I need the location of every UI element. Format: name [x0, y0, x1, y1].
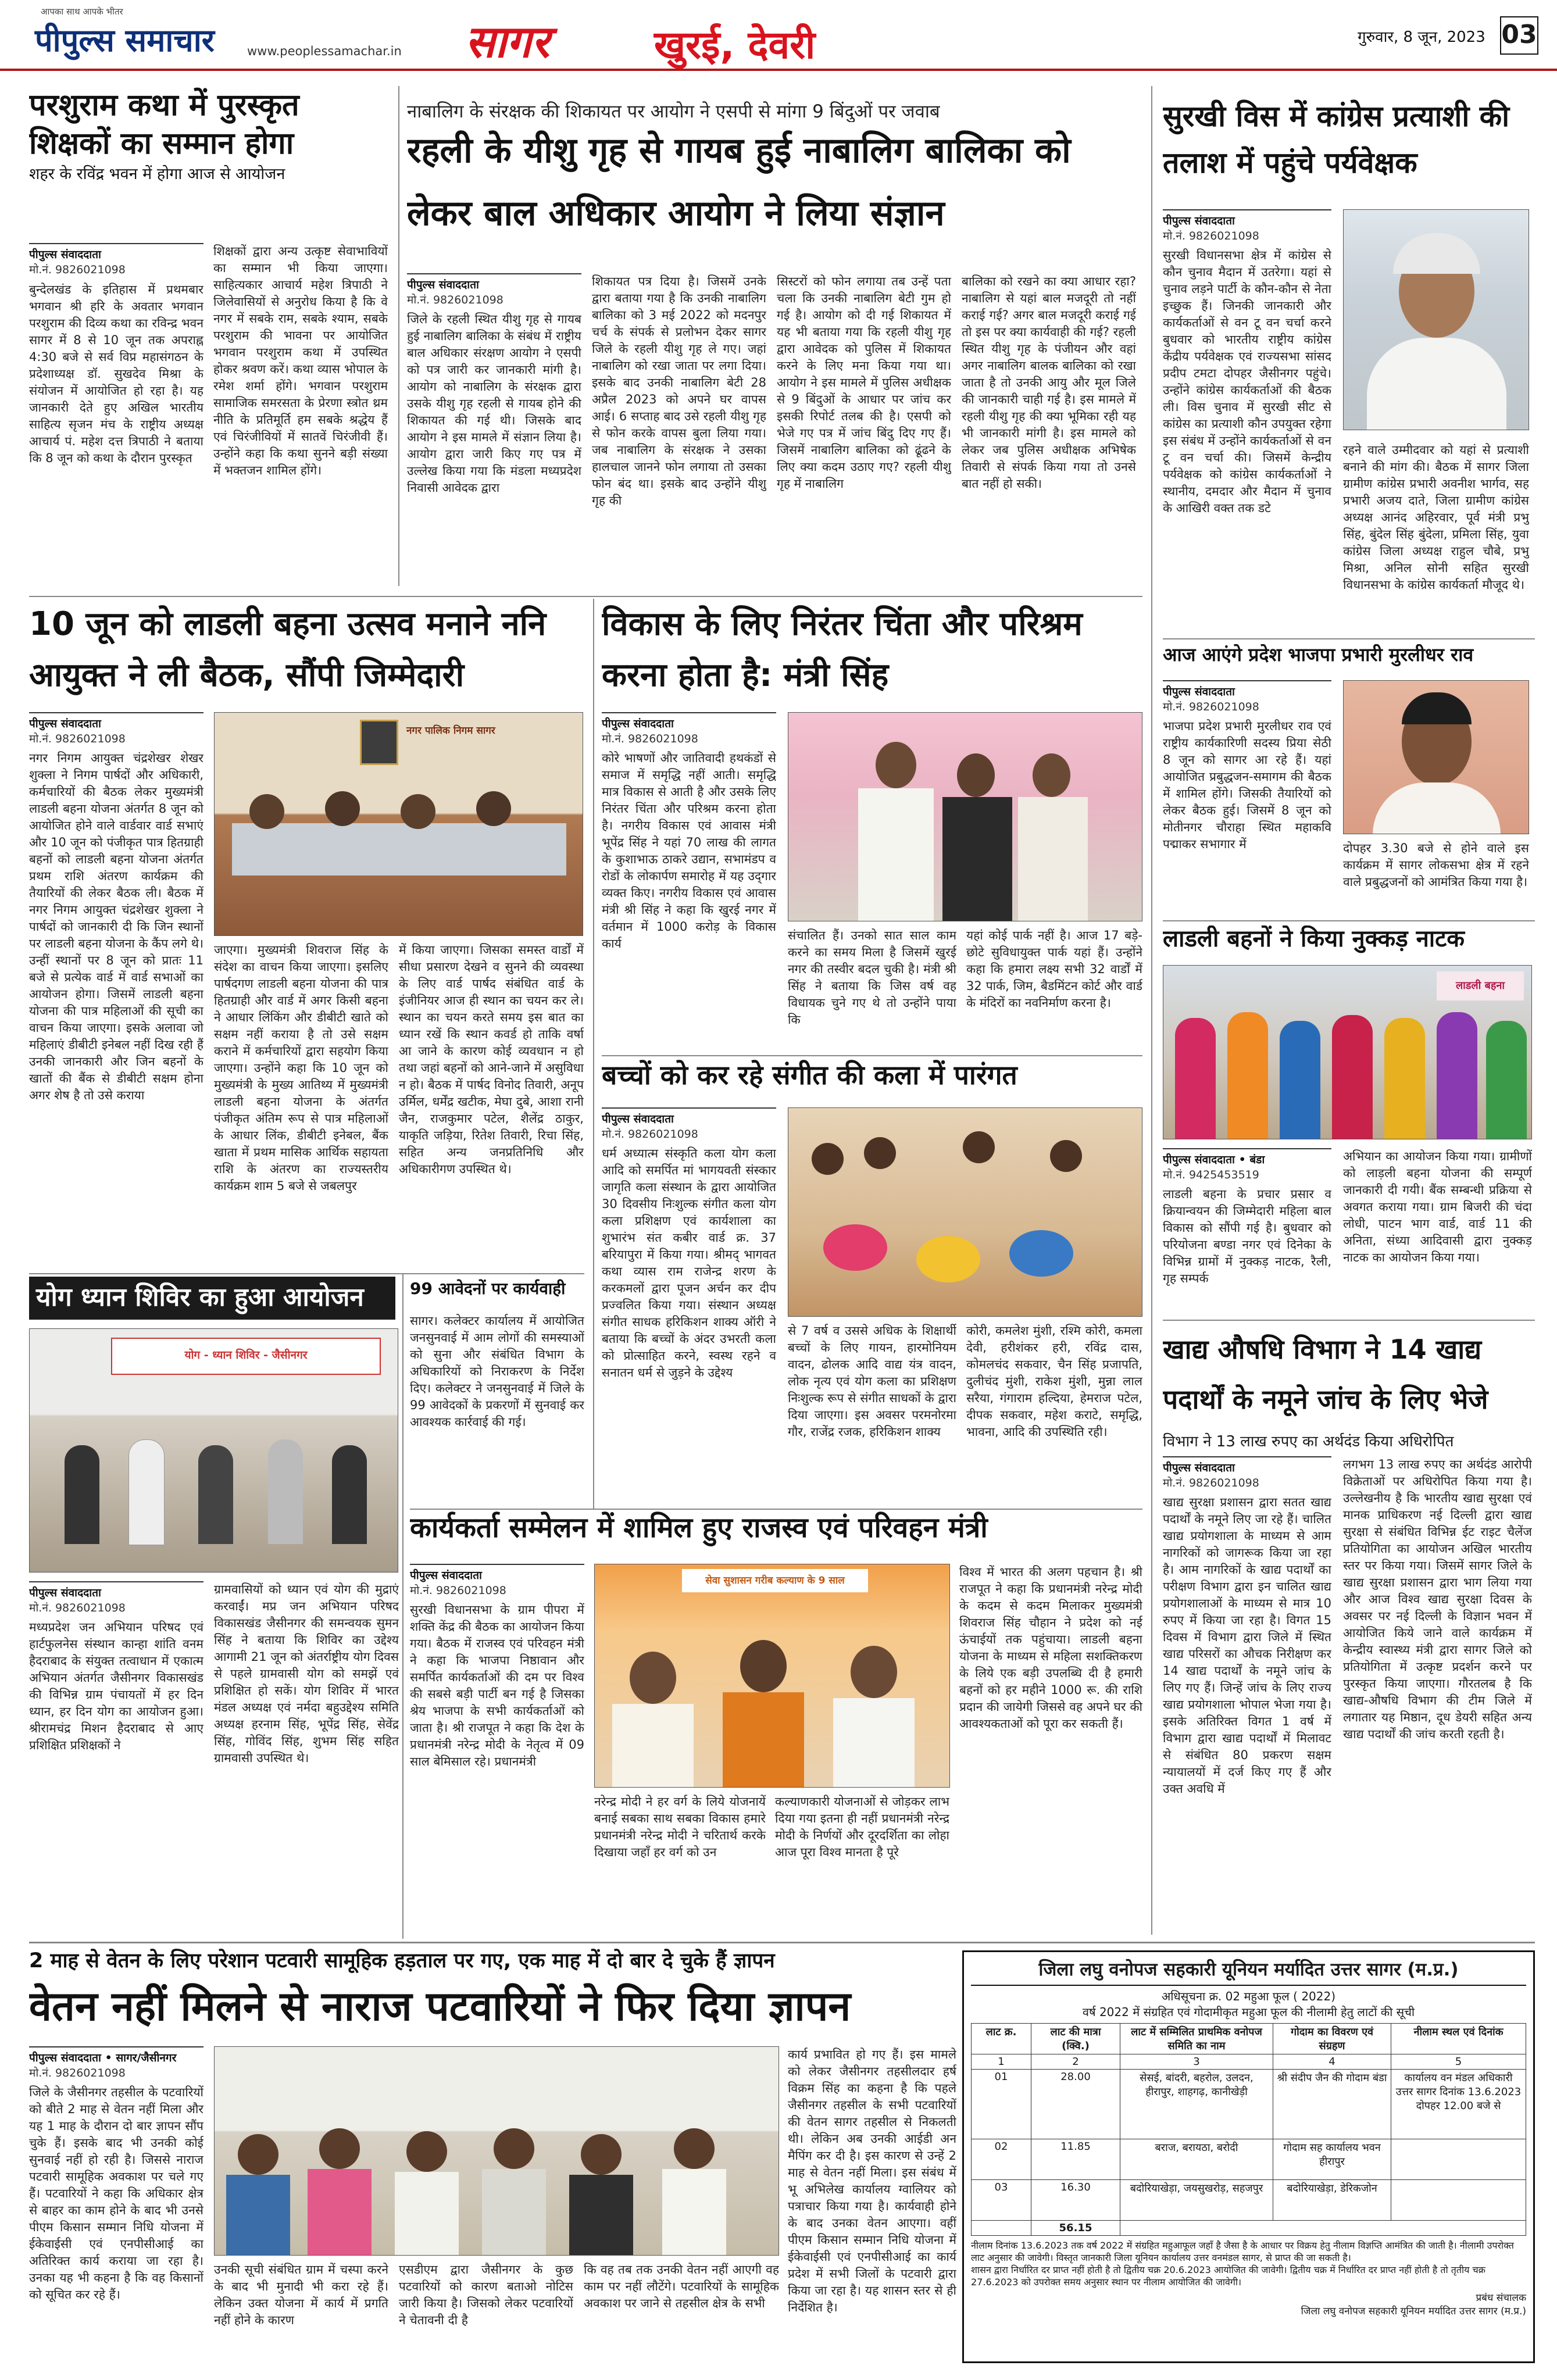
col-number: 5 [1391, 2054, 1526, 2070]
headline: 10 जून को लाडली बहना उत्सव मनाने ननि आयुक्त ने ली बैठक, सौंपी जिम्मेदारी [29, 605, 547, 694]
article-text: बालिका को रखने का क्या आधार रहा? नाबालिग से यहां बाल मजदूरी तो नहीं कराई गई? अगर बाल मजदूरी कराई गई तो इस पर क्या कार्यवाही की गई? रहली स्थित यीशु गृह के पंजीयन और वहां अगर नाबालिग बालक बालिका को रखा जाता है तो उनकी आयु और मूल जिले की जानकारी चाही गई है। इस मामले में रहली यीशु गृह की क्या भूमिका रही यह भी जानकारी मांगी है। इस मामले को लेकर जब पुलिस अधीक्षक अभिषेक तिवारी से संपर्क किया गया तो उनसे बात नहीं हो सकी। [962, 274, 1136, 491]
subhead: शहर के रविंद्र भवन में होगा आज से आयोजन [29, 165, 285, 183]
col-number: 4 [1273, 2054, 1391, 2070]
headline: रहली के यीशु गृह से गायब हुई नाबालिग बालिका को लेकर बाल अधिकार आयोग ने लिया संज्ञान [407, 130, 1071, 234]
byline-mobile: मो.नं. 9826021098 [29, 1602, 126, 1614]
article-text: कोरे भाषणों और जातिवादी हथकंडों से समाज में समृद्धि नहीं आती। समृद्धि मात्र विकास से आती है और उसके लिए निरंतर चिंता और परिश्रम करना होता है। नगरीय विकास एवं आवास मंत्री भूपेंद्र सिंह ने यहां 70 लाख की लागत के कुशाभाऊ ठाकरे उद्यान, सभामंडप व रोडों के लोकार्पण समारोह में यह उद्‌गार व्यक्त किए। नगरीय विकास एवं आवास मंत्री श्री सिंह ने कहा कि खुरई नगर में वर्तमान में 1000 करोड़ के विकास कार्य [602, 751, 776, 950]
table-row [972, 2070, 1526, 2139]
article-text: सुरखी विधानसभा के ग्राम पीपरा में शक्ति केंद्र की बैठक का आयोजन किया गया। बैठक में राजस्व एवं परिवहन मंत्री ने कहा कि भाजपा निष्ठावान और समर्पित कार्यकर्ताओं की दम पर विश्व की सबसे बड़ी पार्टी बन गई है जिसका श्रेय भाजपा के सभी कार्यकर्ताओं को जाता है। श्री राजपूत ने कहा कि देश के प्रधानमंत्री नरेन्द्र मोदी के नेतृत्व में 09 साल बेमिसाल रहे। प्रधानमंत्री [410, 1603, 584, 1768]
article-text: उनकी सूची संबंधित ग्राम में चस्पा करने के बाद भी मुनादी भी करा रहे हैं। लेकिन उक्त योजना में कार्य में प्रगति नहीं होने के कारण [214, 2263, 388, 2327]
byline-author: पीपुल्स संवाददाता [602, 717, 674, 730]
article-text: भाजपा प्रदेश प्रभारी मुरलीधर राव एवं राष्ट्रीय कार्यकारिणी सदस्य प्रिया सेठी 8 जून को सागर आ रहे हैं। यहां आयोजित प्रबुद्धजन-समागम की बैठक में शामिल होंगे। जिसकी तैयारियों को लेकर बैठक हुई। जिसमें 8 जून को मोतीनगर चौराहा स्थित महाकवि पद्माकर सभागार में [1163, 719, 1331, 851]
auction-header-row [972, 2024, 1526, 2054]
article-text: से 7 वर्ष व उससे अधिक के शिक्षार्थी बच्चों के लिए गायन, हारमोनियम वादन, ढोलक आदि वाद्य यंत्र वादन, लोक नृत्य एवं योग कला का प्रशिक्षण निःशुल्क रूप से संगीत साधकों के द्वारा दिया जाएगा। इस अवसर परमनोरमा गौर, राजेंद्र रजक, हरिकिशन शाक्य [788, 1324, 956, 1439]
article-text: धर्म अध्यात्म संस्कृति कला योग कला आदि को समर्पित मां भागयवती संस्कार जागृति कला संस्थान के द्वारा आयोजित 30 दिवसीय निःशुल्क संगीत कला योग कला प्रशिक्षण एवं कार्यशाला का शुभारंभ संत कबीर वार्ड क्र. 37 बरियापुरा में किया गया। श्रीमद् भागवत कथा व्यास राम राजेन्द्र शरण के करकमलों द्वारा पूजन अर्चन कर दीप प्रज्वलित किया गया। संस्थान अध्यक्ष संगीत साधक हरिकिशन शाक्य ऑरी ने बताया कि बच्चों के अंदर उभरती कला को प्रोत्साहित करने, स्वस्थ रहने व सनातन धर्म से जुड़ने के उद्देश्य [602, 1146, 776, 1380]
article-text: में किया जाएगा। जिसका समस्त वार्डों में सीधा प्रसारण देखने व सुनने की व्यवस्था के लिए वार्ड पार्षद संबंधित वार्ड के इंजीनियर आज ही स्थान का चयन कर ले। स्थान का चयन करते समय इस बात का ध्यान रखें कि स्थान कवर्ड हो ताकि वर्षा आ जाने के कारण कोई व्यवधान न हो तथा जहां बहनों को आने-जाने में असुविधा न हो। बैठक में पार्षद विनोद तिवारी, अनूप उर्मिल, धर्मेंद्र खटीक, मेघा दुबे, आशा रानी जैन, राजकुमार पटेल, शैलेंद्र ठाकुर, याकृति जड़िया, रितेश तिवारी, रिचा सिंह, सहित अन्य जनप्रतिनिधि और अधिकारीगण उपस्थित थे। [399, 943, 584, 1176]
byline [29, 712, 203, 745]
headline: वेतन नहीं मिलने से नाराज पटवारियों ने फिर दिया ज्ञापन [29, 1982, 851, 2030]
headline: सुरखी विस में कांग्रेस प्रत्याशी की तलाश में पहुंचे पर्यवेक्षक [1163, 99, 1510, 180]
headline: योग ध्यान शिविर का हुआ आयोजन [29, 1277, 395, 1320]
column-rule [1151, 86, 1152, 1935]
article-text: सुरखी विधानसभा क्षेत्र में कांग्रेस से कौन चुनाव मैदान में उतरेगा। यहां से चुनाव लड़ने पार्टी के कौन-कौन से नेता इच्छुक हैं। जिनकी जानकारी और कार्यकर्ताओं से वन टू वन चर्चा करने बुधवार को भारतीय राष्ट्रीय कांग्रेस केंद्रीय पर्यवेक्षक एवं राज्यसभा सांसद प्रदीप टमटा दोपहर जैसीनगर पहुंचे। उन्होंने कांग्रेस कार्यकर्ताओं की बैठक ली। विस चुनाव में सुरखी सीट से कांग्रेस का प्रत्याशी कौन उपयुक्त रहेगा इस संबंध में उन्होंने कार्यकर्ताओं से वन टू वन चर्चा की। जिसमें केन्द्रीय पर्यवेक्षक को कांग्रेस कार्यकर्ताओं ने स्थानीय, दमदार और मैदान में चुनाव के आखिरी वक्त तक डटे [1163, 248, 1331, 515]
photo-minister-event [788, 712, 1142, 921]
headline: 99 आवेदनों पर कार्यवाही [410, 1279, 566, 1298]
section-rule [1163, 920, 1535, 921]
lot-quantity: 16.30 [1031, 2180, 1120, 2221]
article-text: यहां कोई पार्क नहीं है। आज 17 बड़े-छोटे सुविधायुक्त पार्क यहां हैं। उन्होंने कहा कि हमारा लक्ष्य सभी 32 वार्डों में 32 पार्क, जिम, बैडमिंटन कोर्ट और वार्ड के मंदिरों का नवनिर्माण करना है। [966, 928, 1142, 1010]
lot-societies: बराज, बरायठा, बरोदी [1120, 2139, 1273, 2180]
section-rule [410, 1509, 1142, 1510]
kicker: नाबालिग के संरक्षक की शिकायत पर आयोग ने एसपी से मांगा 9 बिंदुओं पर जवाब [407, 101, 940, 122]
ad-footer-terms: शासन द्वारा निर्धारित दर प्राप्त नहीं होती है तो द्वितीय चक्र 20.6.2023 आयोजित की जावेगी। द्वितीय चक्र में निर्धारित दर प्राप्त नहीं होती है तो तृतीय चक्र 27.6.2023 को उपरोक्त समय अनुसार स्थान पर नीलाम आयोजित की जावेगी। [971, 2264, 1485, 2288]
byline [1163, 680, 1331, 713]
byline-author: पीपुल्स संवाददाता • बंडा [1163, 1153, 1265, 1166]
photo-music-class [788, 1107, 1142, 1317]
col-header: लाट क्र. [972, 2024, 1031, 2054]
byline-mobile: मो.नं. 9826021098 [602, 1128, 698, 1140]
article-text: जिले के जैसीनगर तहसील के पटवारियों को बीते 2 माह से वेतन नहीं मिला और यह 1 माह के दौरान दो बार ज्ञापन सौंप चुके हैं। इसके बाद भी उनकी कोई सुनवाई नहीं हो रही है। जिससे नाराज पटवारी सामूहिक अवकाश पर चले गए हैं। पटवारियों ने कहा कि अधिकार क्षेत्र से बाहर का काम होने के बाद भी उनसे पीएम किसान सम्मान निधि योजना में ईकेवाईसी एवं एनपीसीआई का अतिरिक्त कार्य कराया जा रहा है। उनका यह भी कहना है कि वह किसानों को सूचित कर रहे हैं। [29, 2085, 203, 2302]
lot-venue [1391, 2139, 1526, 2180]
section-subtitle: खुरई, देवरी [654, 23, 816, 67]
brand-tagline: आपका साथ आपके भीतर [41, 6, 123, 17]
ad-signer-org: जिला लघु वनोपज सहकारी यूनियन मर्यादित उत्तर सागर (म.प्र.) [1301, 2306, 1526, 2317]
lot-number: 03 [972, 2180, 1031, 2221]
byline-author: पीपुल्स संवाददाता [29, 248, 101, 261]
subhead: विभाग ने 13 लाख रुपए का अर्थदंड किया अधिरोपित [1163, 1433, 1454, 1450]
byline-author-name: पीपुल्स संवाददाता [29, 2052, 101, 2064]
byline-author-name: पीपुल्स संवाददाता [1163, 1153, 1235, 1166]
section-rule [602, 1055, 1142, 1056]
byline-mobile: मो.नं. 9826021098 [29, 732, 126, 745]
article-text: रहने वाले उम्मीदवार को यहां से प्रत्याशी बनाने की मांग की। बैठक में सागर जिला ग्रामीण कांग्रेस प्रभारी अवनीश भार्गव, सह प्रभारी अजय दाते, जिला ग्रामीण कांग्रेस अध्यक्ष आनंद अहिरवार, पूर्व मंत्री प्रभु सिंह, बुंदेल सिंह बुंदेला, प्रमिला सिंह, युवा कांग्रेस जिला अध्यक्ष राहुल चौबे, प्रभु मिश्रा, अनिल सोनी सहित सुरखी विधानसभा के कांग्रेस कार्यकर्ता मौजूद थे। [1343, 443, 1529, 592]
byline [1163, 209, 1331, 242]
byline-mobile: मो.नं. 9826021098 [407, 294, 503, 306]
article-text: जाएगा। मुख्यमंत्री शिवराज सिंह के संदेश का वाचन किया जाएगा। इसलिए पार्षदगण लाडली बहना योजना की पात्र हितग्राही और वार्ड में अगर किसी बहना ने आधार लिंकिंग और डीबीटी खाते को सक्षम नहीं कराया है तो उसे सक्षम कराने में कर्मचारियों द्वारा सहयोग किया जाएगा। उन्होंने कहा कि 10 जून को मुख्यमंत्री के मुख्य आतिथ्य में मुख्यमंत्री लाडली बहना योजना के अंतर्गत पंजीकृत अंतिम रूप से पात्र महिलाओं के आधार लिंक, डीबीटी इनेबल, बैंक खाता में प्रथम मासिक आर्थिक सहायता राशि के अंतरण का राज्यस्तरीय कार्यक्रम शाम 5 बजे से जबलपुर [214, 943, 388, 1193]
photo-workers-conference [594, 1564, 950, 1788]
article-text: शिकायत पत्र दिया है। जिसमें उनके द्वारा बताया गया है कि उनकी नाबालिग बालिका को 3 मई 2022 को मदनपुर चर्च के संपर्क से प्रलोभन देकर सागर जिले के रहली यीशु गृह ले गए। जहां नाबालिग को रखा जाता पर लगा दिया। इसके बाद उनकी नाबालिग बेटी 28 अप्रैल 2023 को अपने घर वापस आई। 6 सप्ताह बाद उसे रहली यीशु गृह से फोन करके वापस बुला लिया गया। जब नाबालिग के संरक्षक ने उसका हालचाल जानने फोन लगाया तो उसका फोन बंद था। इसके बाद उन्होंने यीशु गृह की [592, 274, 766, 508]
byline-author: पीपुल्स संवाददाता • सागर/जैसीनगर [29, 2052, 177, 2064]
photo-municipal-meeting [214, 712, 583, 936]
lot-number: 01 [972, 2070, 1031, 2139]
byline [1163, 1456, 1331, 1489]
col-header: लाट में सम्मिलित प्राथमिक वनोपज समिति का नाम [1120, 2024, 1273, 2054]
article-text: कल्याणकारी योजनाओं से जोड़कर लाभ दिया गया इतना ही नहीं प्रधानमंत्री नरेन्द्र मोदी के निर्णयों और दूरदर्शिता का लोहा आज पूरा विश्व मानता है पूरे [775, 1795, 949, 1859]
headline: परशुराम कथा में पुरस्कृत शिक्षकों का सम्मान होगा [29, 88, 299, 161]
brand-logo[interactable]: पीपुल्स समाचार [35, 22, 215, 59]
byline-author: पीपुल्स संवाददाता [1163, 1461, 1235, 1474]
col-header: गोदाम का विवरण एवं संग्रहण [1273, 2024, 1391, 2054]
article-text: नगर निगम आयुक्त चंद्रशेखर शेखर शुक्ला ने निगम पार्षदों और अधिकारी, कर्मचारियों की बैठक लेकर मुख्यमंत्री लाडली बहना योजना अंतर्गत 8 जून को आयोजित होने वाले वार्डवार वार्ड सभाएं और 10 जून को पंजीकृत पात्र हितग्राही बहनों को लाडली बहना योजना अंतर्गत प्रथम राशि अंतरण कार्यक्रम की तैयारियों की लेकर बैठक ली। बैठक में नगर निगम आयुक्त चंद्रशेखर शुक्ला ने पार्षदों को जानकारी दी कि जिन स्थानों पर लाडली बहना योजना के कैंप लगे थे। उन्हीं स्थानों पर 8 जून को प्रातः 11 बजे से प्रत्येक वार्ड में वार्ड सभाओं का आयोजन होगा। जिसमें लाडली बहना योजना की पात्र महिलाओं की सूची का वाचन किया जाएगा। इसके अलावा जो महिलाएं डीबीटी इनेबल नहीं दिख रही हैं उनकी जानकारी और जिन बहनों के खातों की बैंक से डीबीटी सक्षम होना अगर शेष है तो उसे कराया [29, 751, 203, 1102]
article-text: कार्य प्रभावित हो गए हैं। इस मामले को लेकर जैसीनगर तहसीलदार हर्ष विक्रम सिंह का कहना है कि पहले जैसीनगर तहसील के सभी पटवारियों की वेतन सागर तहसील से निकलती थी। लेकिन अब उनकी आईडी अन मैपिंग कर दी है। इस कारण से उन्हें 2 माह से वेतन नहीं मिला। इस संबंध में भू अभिलेख कार्यालय ग्वालियर को पत्राचार किया गया है। कार्यवाही होने के बाद उनका वेतन आएगा। वहीं पीएम किसान सम्मान निधि योजना में ईकेवाईसी एवं एनपीसीआई का कार्य प्रदेश में सभी जिलों के पटवारी द्वारा किया जा रहा है। यह शासन स्तर से ही निर्देशित है। [788, 2047, 956, 2314]
headline: बच्चों को कर रहे संगीत की कला में पारंगत [602, 1059, 1017, 1091]
total-spacer [1120, 2221, 1526, 2236]
ad-subtitle: वर्ष 2022 में संग्रहित एवं गोदामीकृत महुआ फूल की नीलामी हेतु लाटों की सूची [1082, 2005, 1415, 2019]
byline-mobile: मो.नं. 9826021098 [1163, 230, 1259, 242]
byline-place: सागर/जैसीनगर [116, 2052, 177, 2064]
byline-place: बंडा [1249, 1153, 1265, 1166]
auction-notice-ad [962, 1950, 1535, 2363]
website-link[interactable]: www.peoplessamachar.in [247, 44, 402, 58]
col-number: 1 [972, 2054, 1031, 2070]
byline-author: पीपुल्स संवाददाता [29, 1586, 101, 1599]
article-text: मध्यप्रदेश जन अभियान परिषद एवं हार्टफुलनेस संस्थान कान्हा शांति वनम हैदराबाद के संयुक्त तत्वाधान में एकात्म अभियान अंतर्गत जैसीनगर विकासखंड की विभिन्न ग्राम पंचायतों में हर दिन ध्यान, हर दिन योग का आयोजन हुआ। श्रीरामचंद्र मिशन हैदराबाद से आए प्रशिक्षित प्रशिक्षकों ने [29, 1620, 203, 1752]
byline-mobile: मो.नं. 9826021098 [602, 732, 698, 745]
photo-street-play [1163, 965, 1532, 1139]
headline: आज आएंगे प्रदेश भाजपा प्रभारी मुरलीधर राव [1163, 644, 1474, 666]
section-rule [29, 596, 1142, 597]
headline: खाद्य औषधि विभाग ने 14 खाद्य पदार्थों के नमूने जांच के लिए भेजे [1163, 1334, 1488, 1415]
lot-venue: कार्यालय वन मंडल अधिकारी उत्तर सागर दिनांक 13.6.2023 दोपहर 12.00 बजे से [1391, 2070, 1526, 2139]
lot-quantity: 28.00 [1031, 2070, 1120, 2139]
byline-author: पीपुल्स संवाददाता [410, 1569, 482, 1582]
col-header: लाट की मात्रा (क्वि.) [1031, 2024, 1120, 2054]
byline-author: पीपुल्स संवाददाता [1163, 685, 1235, 698]
photo-muralidhar-rao [1343, 680, 1529, 834]
photo-yoga-camp [29, 1328, 398, 1573]
article-text: शिक्षकों द्वारा अन्य उत्कृष्ट सेवाभावियों का सम्मान भी किया जाएगा। साहित्यकार आचार्य महेश त्रिपाठी ने जिलेवासियों से अनुरोध किया है कि वे नगर में सबके राम, सबके श्याम, सबके परशुराम की भावना पर आयोजित भगवान परशुराम कथा में उपस्थित होकर श्रवण करें। कथा व्यास भोपाल के रमेश शर्मा होंगे। भगवान परशुराम सामाजिक समरसता के प्रेरणा स्त्रोत थ्रम नीति के प्रतिमूर्ति हम सबके श्रद्धेय हैं एवं चिरंजीवियों में सातवें चिरंजीवी हैं। उन्होंने कहा कि कथा सुनने बड़ी संख्या में भक्तजन शामिल होंगे। [213, 244, 388, 477]
byline [29, 1581, 203, 1614]
byline-mobile: मो.नं. 9826021098 [1163, 701, 1259, 713]
article-text: अभियान का आयोजन किया गया। ग्रामीणों को लाड़ली बहना योजना की सम्पूर्ण जानकारी दी गयी। बैंक सम्बन्धी प्रक्रिया से अवगत कराया गया। ग्राम बिजरी की चंदा लोधी, पाटन भाग वार्ड, वार्ड 11 की अनिता, संध्या आदिवासी द्वारा नुक्कड़ नाटक का आयोजन किया गया। [1343, 1149, 1532, 1264]
byline-mobile: मो.नं. 9826021098 [29, 2067, 126, 2079]
photo-congress-observer [1343, 209, 1529, 430]
photo-banner: योग - ध्यान शिविर - जैसीनगर [111, 1338, 381, 1375]
article-text: एसडीएम द्वारा जैसीनगर के कुछ पटवारियों को कारण बताओ नोटिस जारी किया है। जिसको लेकर पटवारियों ने चेतावनी दी है [399, 2263, 573, 2327]
ad-title: जिला लघु वनोपज सहकारी यूनियन मर्यादित उत्तर सागर (म.प्र.) [971, 1957, 1526, 1986]
total-quantity: 56.15 [1031, 2221, 1120, 2236]
article-text: लगभग 13 लाख रुपए का अर्थदंड आरोपी विक्रेताओं पर अधिरोपित किया गया है। उल्लेखनीय है कि भारतीय खाद्य सुरक्षा एवं मानक प्राधिकरण नई दिल्ली द्वारा खाद्य सुरक्षा से संबंधित विभिन्न ईट राइट चैलेंज प्रतियोगिता का आयोजन अखिल भारतीय स्तर पर किया गया। जिसमें सागर जिले के खाद्य सुरक्षा प्रशासन द्वारा भाग लिया गया और आज विश्व खाद्य सुरक्षा दिवस के अवसर पर नई दिल्ली के विज्ञान भवन में आयोजित किये जाने वाले कार्यक्रम में केन्द्रीय स्वास्थ्य मंत्री द्वारा सागर जिले को प्रतियोगिता में उत्कृष्ट प्रदर्शन करने पर पुरस्कृत किया जाएगा। गौरतलब है कि खाद्य-औषधि विभाग की टीम जिले में लगातार यह मिष्ठान, दूध डेयरी सहित अन्य खाद्य पदार्थों की जांच करती रहती है। [1343, 1457, 1532, 1741]
article-text: सिस्टरों को फोन लगाया तब उन्हें पता चला कि उनकी नाबालिग बेटी गुम हो गई है। आयोग को दी गई शिकायत में यह भी बताया गया कि रहली यीशु गृह द्वारा आवेदक को पुलिस में शिकायत करने के लिए मना किया गया था। आयोग ने इस मामले में पुलिस अधीक्षक से 9 बिंदुओं के आधार पर जांच कर इसकी रिपोर्ट तलब की है। एसपी को भेजे गए पत्र में जांच बिंदु दिए गए हैं। जिसमें नाबालिग बालिका को ढूंढने के लिए क्या कदम उठाए गए? रहली यीशु गृह में नाबालिग [777, 274, 951, 491]
byline [410, 1564, 584, 1596]
masthead [0, 0, 1557, 71]
ad-signer: प्रबंध संचालक [1476, 2292, 1526, 2304]
byline-author: पीपुल्स संवाददाता [602, 1113, 674, 1125]
issue-date: गुरुवार, 8 जून, 2023 [1358, 28, 1485, 46]
headline: लाडली बहनों ने किया नुक्कड़ नाटक [1163, 925, 1465, 952]
byline [29, 243, 203, 276]
col-number: 2 [1031, 2054, 1120, 2070]
table-row [972, 2180, 1526, 2221]
byline [602, 712, 776, 745]
byline-mobile: मो.नं. 9826021098 [29, 263, 126, 276]
article-text: विश्व में भारत की अलग पहचान है। श्री राजपूत ने कहा कि प्रधानमंत्री नरेन्द्र मोदी के कदम से कदम मिलाकर मुख्यमंत्री शिवराज सिंह चौहान ने प्रदेश को नई ऊंचाईयों तक पहुंचाया। लाडली बहना योजना के माध्यम से महिला सशक्तिकरण के लिये एक बड़ी उपलब्धि दी है हमारी बहनों को हर महीने 1000 रू. की राशि प्रदान की जायेगी जिससे वह अपने घर की आवश्यकताओं को पूरा कर सकती हैं। [959, 1565, 1142, 1731]
lot-godown: बदोरियाखेड़ा, डेरिकजोन [1273, 2180, 1391, 2221]
auction-colnum-row [972, 2054, 1526, 2070]
lot-societies: सेसई, बांदरी, बहरोल, उलदन, हीरापुर, शाहगढ़, कानीखेड़ी [1120, 2070, 1273, 2139]
lot-venue [1391, 2180, 1526, 2221]
section-rule [1163, 638, 1535, 639]
article-text: नरेन्द्र मोदी ने हर वर्ग के लिये योजनायें बनाई सबका साथ सबका विकास हमारे प्रधानमंत्री नरेन्द्र मोदी ने चरितार्थ करके दिखाया जहाँ हर वर्ग को उन [594, 1795, 766, 1859]
byline [407, 273, 581, 306]
article-text: संचालित हैं। उनको सात साल काम करने का समय मिला है जिसमें खुरई नगर की तस्वीर बदल चुकी है। मंत्री श्री सिंह ने बताया कि जिस वर्ष वह विधायक चुने गए थे तो उन्होंने पाया कि [788, 928, 956, 1027]
column-rule [593, 599, 594, 1509]
section-rule [410, 1273, 584, 1274]
article-text: कोरी, कमलेश मुंशी, रश्मि कोरी, कमला देवी, हरीशंकर हरी, रविंद्र दास, कोमलचंद सकवार, चैन सिंह प्रजापति, दुलीचंद मुंशी, राकेश मुंशी, मुन्ना लाल सरैया, गंगाराम हल्दिया, हेमराज पटेल, दीपक सकवार, महेश कराटे, समृद्धि, भावना, आदि की उपस्थिति रही। [966, 1324, 1142, 1439]
byline [29, 2046, 203, 2079]
ad-notice-no: अधिसूचना क्र. 02 महुआ फूल ( 2022) [1161, 1989, 1336, 2003]
section-title: सागर [465, 16, 549, 67]
col-number: 3 [1120, 2054, 1273, 2070]
section-rule [29, 1942, 1535, 1943]
total-row [972, 2221, 1526, 2236]
article-text: दोपहर 3.30 बजे से होने वाले इस कार्यक्रम में सागर लोकसभा क्षेत्र में रहने वाले प्रबुद्धजनों को आमंत्रित किया गया है। [1343, 841, 1529, 889]
byline-mobile: मो.नं. 9425453519 [1163, 1168, 1259, 1181]
byline-mobile: मो.नं. 9826021098 [410, 1584, 506, 1596]
article-text: जिले के रहली स्थित यीशु गृह से गायब हुई नाबालिग बालिका के संबंध में राष्ट्रीय बाल अधिकार संरक्षण आयोग ने एसपी को पत्र जारी कर जानकारी मांगी है। आयोग को नाबालिग के संरक्षक द्वारा उसके यीशु गृह रहली से गायब होने की शिकायत की गई थी। जिसके बाद आयोग ने इस मामले में संज्ञान लिया है। आयोग द्वारा जारी किए गए पत्र में उल्लेख किया गया कि मंडला मध्यप्रदेश निवासी आवेदक द्वारा [407, 312, 581, 495]
article-text: खाद्य सुरक्षा प्रशासन द्वारा सतत खाद्य पदार्थों के नमूने लिए जा रहे हैं। चालित खाद्य प्रयोगशाला के माध्यम से आम नागरिकों को जागरूक किया जा रहा है। आम नागरिकों के खाद्य पदार्थों का परीक्षण विभाग द्वारा इन चालित खाद्य प्रयोगशालाओं के माध्यम से मात्र 10 रुपए में किया जा रहा है। विगत 15 दिवस में विभाग द्वारा जिले में स्थित खाद्य परिसरों का औचक निरीक्षण कर 14 खाद्य पदार्थों के नमूने जांच के लिए गए हैं। जिन्हें जांच के लिए राज्य खाद्य प्रयोगशाला भोपाल भेजा गया है। इसके अतिरिक्त विगत 1 वर्ष में विभाग द्वारा खाद्य पदार्थों में मिलावट से संबंधित 80 प्रकरण सक्षम न्यायालयों में दर्ज किए गए हैं और उक्त अवधि में [1163, 1495, 1331, 1796]
headline: विकास के लिए निरंतर चिंता और परिश्रम करना होता है: मंत्री सिंह [602, 605, 1083, 694]
article-text: बुन्देलखंड के इतिहास में प्रथमबार भगवान श्री हरि के अवतार भगवान परशुराम की दिव्य कथा का रविन्द्र भवन सागर में 8 से 10 जून तक अपराह्न 4:30 बजे से सर्व विप्र महासंगठन के प्रदेशाध्यक्ष डॉ. सुखदेव मिश्रा के संयोजन में आयोजित हो रहा है। यह जानकारी देते हुए अखिल भारतीय साहित्य सृजन मंच के राष्ट्रीय अध्यक्ष आचार्य पं. महेश दत्त त्रिपाठी ने बताया कि 8 जून को कथा के दौरान पुरस्कृत [29, 283, 203, 465]
column-rule [398, 86, 399, 586]
page-number: 03 [1500, 16, 1538, 55]
byline-author: पीपुल्स संवाददाता [407, 278, 479, 291]
lot-godown: गोदाम सह कार्यालय भवन हीरापुर [1273, 2139, 1391, 2180]
lot-societies: बदोरियाखेड़ा, जयसुखरोड़, सहजपुर [1120, 2180, 1273, 2221]
col-header: नीलाम स्थल एवं दिनांक [1391, 2024, 1526, 2054]
lot-quantity: 11.85 [1031, 2139, 1120, 2180]
byline-mobile: मो.नं. 9826021098 [1163, 1477, 1259, 1489]
photo-banner: लाडली बहना [1437, 971, 1524, 1000]
auction-table [971, 2023, 1526, 2236]
table-row [972, 2139, 1526, 2180]
article-text: लाडली बहना के प्रचार प्रसार व क्रियान्वयन की जिम्मेदारी महिला बाल विकास को सौंपी गई है। बुधवार को परियोजना बण्डा नगर एवं दिनेका के विभिन्न ग्रामों में नुक्कड़ नाटक, रैली, गृह सम्पर्क [1163, 1187, 1331, 1285]
lot-godown: श्री संदीप जैन की गोदाम बंडा [1273, 2070, 1391, 2139]
headline: कार्यकर्ता सम्मेलन में शामिल हुए राजस्व एवं परिवहन मंत्री [410, 1511, 988, 1544]
article-text: ग्रामवासियों को ध्यान एवं योग की मुद्राएं करवाईं। मप्र जन अभियान परिषद विकासखंड जैसीनगर की समन्वयक सुमन सिंह ने बताया कि शिविर का उद्देश्य आगामी 21 जून को अंतर्राष्ट्रीय योग दिवस से पहले ग्रामवासी योग को समझें एवं प्रशिक्षित हो सकें। योग शिविर में भारत मंडल अध्यक्ष एवं नर्मदा बहुउद्देश्य समिति अध्यक्ष हरनाम सिंह, भूपेंद्र सिंह, सेवेंद्र सिंह, गोविंद सिंह, शुभम सिंह सहित ग्रामवासी उपस्थित थे। [214, 1582, 399, 1765]
byline [1163, 1148, 1331, 1181]
photo-sign: नगर पालिक निगम सागर [406, 725, 495, 737]
byline-author: पीपुल्स संवाददाता [1163, 215, 1235, 227]
total-spacer [972, 2221, 1031, 2236]
ad-footer-terms: नीलाम दिनांक 13.6.2023 तक वर्ष 2022 में संग्रहित महुआफूल जहाँ है जैसा है के आधार पर विक्रय हेतु नीलाम विज्ञप्ति आमंत्रित की जाती है। नीलामी उपरोक्त लाट अनुसार की जावेगी। विस्तृत जानकारी जिला यूनियन कार्यालय उत्तर वनमंडल सागर, से प्राप्त की जा सकती है। [971, 2240, 1514, 2263]
section-rule [1163, 1320, 1535, 1321]
column-rule [402, 1273, 403, 1939]
byline [602, 1107, 776, 1140]
article-text: सागर। कलेक्टर कार्यालय में आयोजित जनसुनवाई में आम लोगों की समस्याओं को सुना और संबंधित विभाग के अधिकारियों को निराकरण के निर्देश दिए। कलेक्टर ने जनसुनवाई में जिले के 99 आवेदकों के प्रकरणों में सुनवाई कर आवश्यक कार्रवाई की गई। [410, 1314, 584, 1429]
kicker: 2 माह से वेतन के लिए परेशान पटवारी सामूहिक हड़ताल पर गए, एक माह में दो बार दे चुके हैं ज्ञापन [29, 1949, 775, 1972]
lot-number: 02 [972, 2139, 1031, 2180]
photo-banner: सेवा सुशासन गरीब कल्याण के 9 साल [682, 1569, 868, 1592]
article-text: कि वह तब तक उनकी वेतन नहीं आएगी वह काम पर नहीं लौटेंगे। पटवारियों के सामूहिक अवकाश पर जाने से तहसील क्षेत्र के सभी [584, 2263, 779, 2310]
byline-author: पीपुल्स संवाददाता [29, 717, 101, 730]
photo-patwari-memorandum [214, 2046, 779, 2256]
